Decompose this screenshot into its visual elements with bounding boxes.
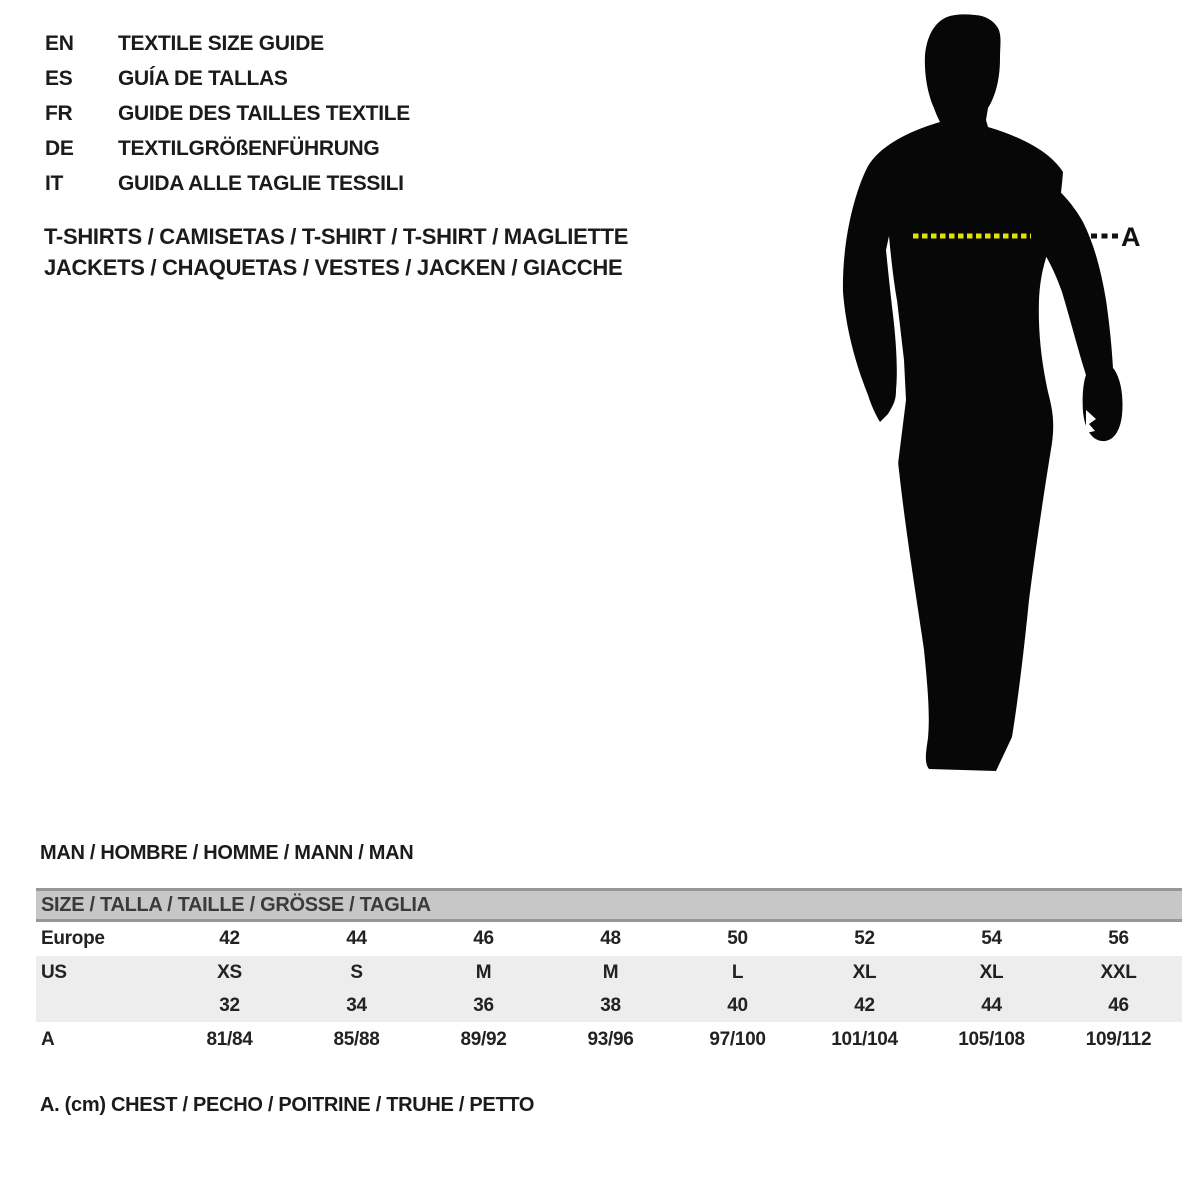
size-table — [36, 888, 1182, 1058]
table-row-chest — [36, 1022, 1182, 1058]
size-value: XL — [979, 961, 1004, 983]
size-value: 40 — [727, 994, 748, 1016]
section-heading-man: MAN / HOMBRE / HOMME / MANN / MAN — [40, 842, 414, 864]
measurement-footnote: A. (cm) CHEST / PECHO / POITRINE / TRUHE / PETTO — [40, 1094, 535, 1116]
size-value: S — [350, 961, 363, 983]
size-value: 48 — [600, 928, 621, 949]
language-code: ES — [45, 67, 73, 90]
language-code: IT — [45, 172, 64, 195]
size-value: 109/112 — [1085, 1029, 1152, 1050]
size-value: 32 — [219, 994, 240, 1016]
size-value: 44 — [981, 994, 1002, 1016]
table-row-us — [36, 956, 1182, 989]
measure-label-a: A — [1121, 222, 1141, 252]
man-silhouette-figure — [830, 0, 1200, 790]
category-tshirts: T-SHIRTS / CAMISETAS / T-SHIRT / T-SHIRT / MAGLIETTE — [44, 224, 629, 249]
size-value: 44 — [346, 928, 367, 949]
size-value: M — [602, 961, 619, 983]
language-title: GUIDA ALLE TAGLIE TESSILI — [118, 172, 404, 195]
size-value: 54 — [981, 928, 1002, 949]
language-row-it — [45, 166, 410, 201]
language-title: TEXTILE SIZE GUIDE — [118, 32, 324, 55]
size-value: 93/96 — [587, 1029, 634, 1050]
size-value: 38 — [600, 994, 621, 1016]
size-value: XL — [852, 961, 877, 983]
language-title: GUÍA DE TALLAS — [118, 67, 288, 90]
language-row-de — [45, 131, 410, 166]
language-row-fr — [45, 96, 410, 131]
size-value: 56 — [1108, 928, 1129, 949]
man-silhouette-svg — [830, 0, 1200, 790]
size-value: M — [475, 961, 492, 983]
size-value: 97/100 — [709, 1029, 766, 1050]
language-title-list — [45, 26, 410, 201]
language-code: EN — [45, 32, 74, 55]
size-value: 46 — [473, 928, 494, 949]
size-value: 105/108 — [958, 1029, 1025, 1050]
language-title: TEXTILGRÖßENFÜHRUNG — [118, 137, 380, 160]
size-value: L — [731, 961, 744, 983]
category-jackets: JACKETS / CHAQUETAS / VESTES / JACKEN / GIACCHE — [44, 255, 623, 280]
size-value: 85/88 — [333, 1029, 380, 1050]
language-code: FR — [45, 102, 73, 125]
size-value: XS — [217, 961, 242, 983]
language-title: GUIDE DES TAILLES TEXTILE — [118, 102, 410, 125]
table-row-europe — [36, 922, 1182, 956]
size-value: 42 — [854, 994, 875, 1016]
size-value: 42 — [219, 928, 240, 949]
size-value: 81/84 — [206, 1029, 253, 1050]
size-value: 34 — [346, 994, 367, 1016]
row-label: US — [41, 961, 67, 983]
size-table-header: SIZE / TALLA / TAILLE / GRÖSSE / TAGLIA — [36, 888, 1182, 922]
category-list — [44, 221, 628, 283]
language-row-es — [45, 61, 410, 96]
size-value: 101/104 — [831, 1029, 898, 1050]
row-label: A — [41, 1029, 55, 1050]
size-value: 52 — [854, 928, 875, 949]
table-row-us-numeric — [36, 989, 1182, 1022]
silhouette-body — [843, 14, 1063, 771]
size-value: 50 — [727, 928, 748, 949]
size-value: 46 — [1108, 994, 1129, 1016]
size-value: 36 — [473, 994, 494, 1016]
language-row-en — [45, 26, 410, 61]
row-label: Europe — [41, 928, 105, 949]
size-value: XXL — [1100, 961, 1137, 983]
size-value: 89/92 — [460, 1029, 507, 1050]
language-code: DE — [45, 137, 74, 160]
